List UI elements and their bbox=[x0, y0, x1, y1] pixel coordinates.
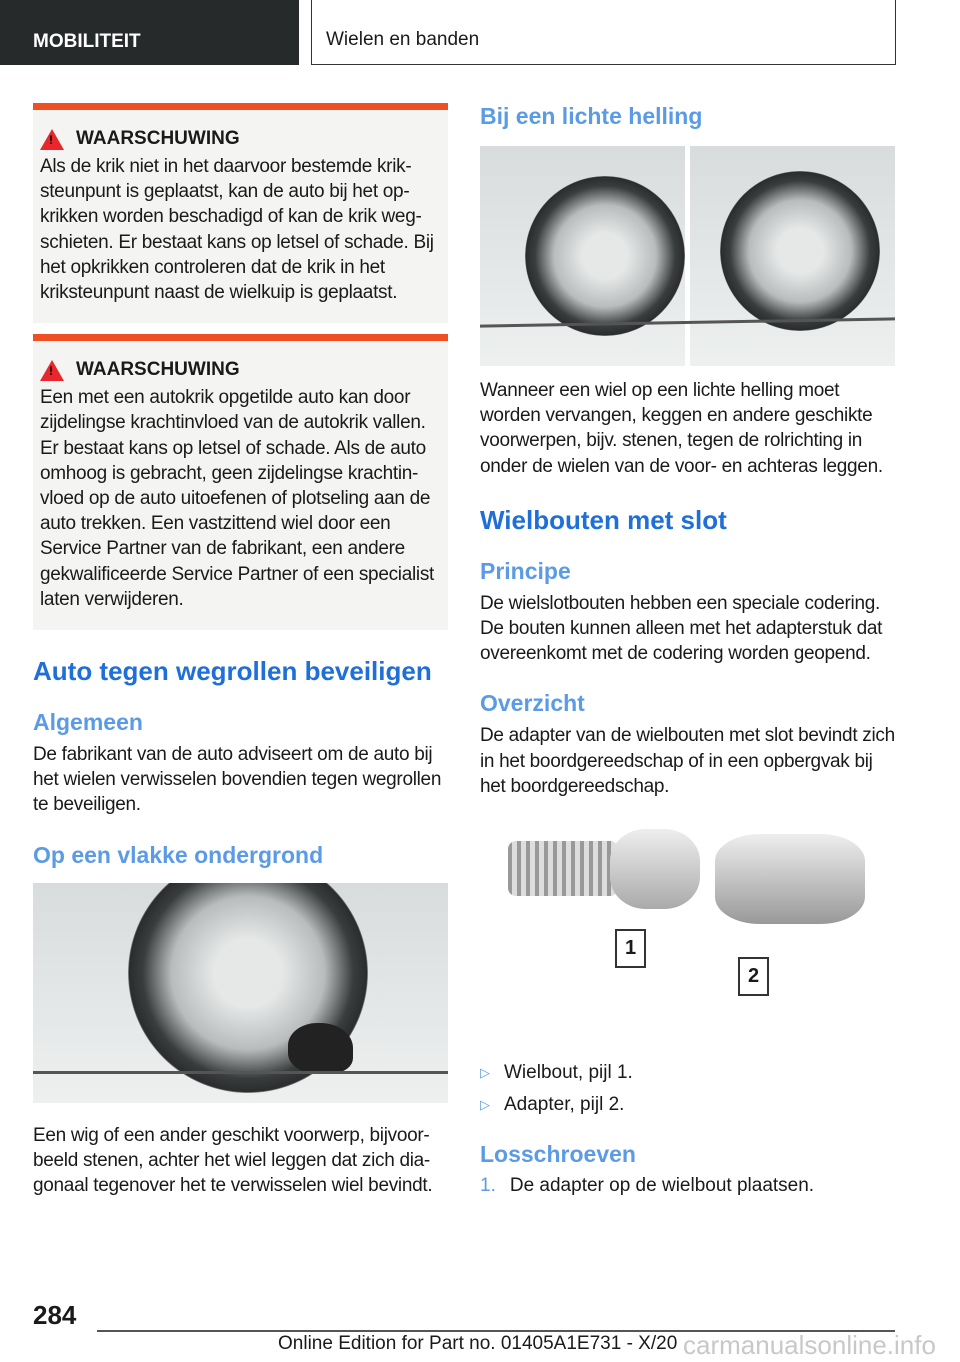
warning-title: WAARSCHUWING bbox=[76, 128, 240, 149]
subheading: Overzicht bbox=[480, 690, 585, 717]
warning-icon bbox=[40, 129, 64, 150]
warning-title: WAARSCHUWING bbox=[76, 359, 240, 381]
step-item bbox=[480, 1170, 895, 1202]
list-item-text: Wielbout, pijl 1. bbox=[504, 1062, 633, 1084]
adapter-graphic bbox=[715, 834, 865, 924]
bullet-icon: ▷ bbox=[480, 1065, 490, 1081]
section-heading: Auto tegen wegrollen beveiligen bbox=[33, 656, 432, 687]
section-tab bbox=[0, 0, 299, 65]
warning-box bbox=[33, 103, 448, 323]
arrow-label-1: 1 bbox=[615, 929, 646, 968]
left-column bbox=[33, 103, 448, 1198]
edition-info: Online Edition for Part no. 01405A1E731 - X/20 bbox=[278, 1333, 678, 1354]
slope-illustration bbox=[480, 146, 895, 366]
list-item bbox=[480, 1057, 895, 1089]
chapter-header bbox=[311, 0, 896, 65]
bolt-thread bbox=[508, 841, 618, 896]
subheading: Op een vlakke ondergrond bbox=[33, 841, 324, 868]
stone-graphic bbox=[288, 1023, 353, 1073]
ground-line bbox=[33, 1071, 448, 1074]
right-column bbox=[480, 103, 895, 1202]
section-title: MOBILITEIT bbox=[33, 31, 141, 52]
divider bbox=[685, 146, 690, 366]
bullet-icon: ▷ bbox=[480, 1097, 490, 1113]
warning-box bbox=[33, 334, 448, 630]
wheel-graphic bbox=[720, 171, 880, 331]
bolt-adapter-illustration bbox=[480, 819, 895, 1049]
wheel-chock-illustration bbox=[33, 883, 448, 1103]
subheading: Algemeen bbox=[33, 709, 143, 736]
page-number: 284 bbox=[33, 1300, 77, 1330]
bullet-list bbox=[480, 1057, 895, 1121]
warning-text: Een met een autokrik opgetilde auto kan door zijdelingse krachtinvloed van de autokrik vallen. Er bestaat kans op letsel of schade. Als de auto omhoog is gebracht, geen zijdelingse krachtinvloed op de auto uitoefenen of plotseling aan de auto trekken. Een vastzittend wiel door een Service Partner van de fabrikant, een andere gekwalificeerde Service Partner of een specialist laten verwijderen. bbox=[40, 387, 435, 610]
watermark: carmanualsonline.info bbox=[683, 1330, 936, 1360]
warning-icon bbox=[40, 360, 64, 381]
chapter-title: Wielen en banden bbox=[326, 29, 480, 50]
paragraph: Een wig of een ander geschikt voorwerp, bijvoorbeeld stenen, achter het wiel leggen dat zich diagonaal tegenover het te verwisselen wiel bevindt. bbox=[33, 1124, 433, 1197]
list-item bbox=[480, 1089, 895, 1121]
paragraph: De adapter van de wielbouten met slot bevindt zich in het boordgereedschap of in een opbergvak bij het boordgereedschap. bbox=[480, 725, 895, 797]
subheading: Losschroeven bbox=[480, 1141, 636, 1168]
paragraph: De fabrikant van de auto adviseert om de auto bij het wielen verwisselen bovendien tegen wegrollen te beveiligen. bbox=[33, 744, 442, 816]
warning-text: Als de krik niet in het daarvoor bestemde kriksteunpunt is geplaatst, kan de auto bij het opkrikken worden beschadigd of kan de krik wegschieten. Er bestaat kans op letsel of schade. Bij het opkrikken controleren dat de krik in het kriksteunpunt naast de wielkuip is geplaatst. bbox=[40, 156, 434, 304]
arrow-label-2: 2 bbox=[738, 957, 769, 996]
paragraph: De wielslotbouten hebben een speciale codering. De bouten kunnen alleen met het adapterstuk dat overeenkomt met de codering worden geopend. bbox=[480, 592, 883, 665]
section-heading: Wielbouten met slot bbox=[480, 504, 727, 535]
list-item-text: Adapter, pijl 2. bbox=[504, 1094, 625, 1116]
wheel-graphic bbox=[525, 176, 685, 336]
step-number: 1. bbox=[480, 1175, 496, 1197]
step-list bbox=[480, 1170, 895, 1202]
step-text: De adapter op de wielbout plaatsen. bbox=[509, 1175, 815, 1197]
subheading: Bij een lichte helling bbox=[480, 103, 703, 129]
paragraph: Wanneer een wiel op een lichte helling moet worden vervangen, keggen en andere geschikte voorwerpen, bijv. stenen, tegen de rolrichting in onder de wielen van de voor- en achteras leggen. bbox=[480, 380, 883, 477]
subheading: Principe bbox=[480, 557, 571, 584]
bolt-head bbox=[610, 829, 700, 909]
